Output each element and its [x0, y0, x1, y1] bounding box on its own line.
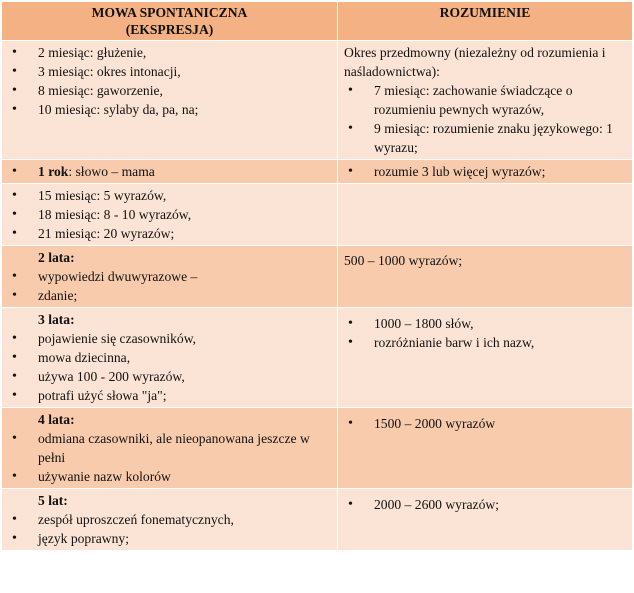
list-item: • zdanie;: [8, 286, 331, 305]
header-row: [2, 2, 633, 41]
expression-cell: [2, 308, 338, 408]
comprehension-cell: [338, 160, 633, 184]
list-item: • język poprawny;: [8, 529, 331, 548]
table-row: [2, 160, 633, 184]
age-heading: 5 lat:: [38, 493, 68, 508]
age-description: : słowo – mama: [68, 164, 155, 179]
list-item: • używa 100 - 200 wyrazów,: [8, 367, 331, 386]
list-item: • 8 miesiąc: gaworzenie,: [8, 81, 331, 100]
comprehension-cell: [338, 408, 633, 489]
list-item: • 10 miesiąc: sylaby da, pa, na;: [8, 100, 331, 119]
expression-cell: [2, 489, 338, 551]
age-label: 1 rok: [38, 164, 69, 179]
age-heading: 3 lata:: [38, 312, 75, 327]
list-item: • 1500 – 2000 wyrazów: [344, 414, 626, 433]
expression-cell: [2, 246, 338, 308]
development-table: [1, 1, 633, 551]
list-item: • używanie nazw kolorów: [8, 467, 331, 486]
list-item: • 18 miesiąc: 8 - 10 wyrazów,: [8, 205, 331, 224]
list-item: • 2 miesiąc: głużenie,: [8, 43, 331, 62]
expression-cell: [2, 41, 338, 160]
header-comprehension: ROZUMIENIE: [338, 2, 633, 41]
age-heading: 4 lata:: [38, 412, 75, 427]
list-item: • 1000 – 1800 słów,: [344, 314, 626, 333]
age-heading: 2 lata:: [38, 250, 75, 265]
list-item: • 7 miesiąc: zachowanie świadczące o rozumieniu pewnych wyrazów,: [344, 81, 626, 119]
list-item: • potrafi użyć słowa "ja";: [8, 386, 331, 405]
list-item: • rozumie 3 lub więcej wyrazów;: [344, 162, 626, 181]
comprehension-cell: [338, 41, 633, 160]
list-item: • rozróżnianie barw i ich nazw,: [344, 333, 626, 352]
list-item: • mowa dziecinna,: [8, 348, 331, 367]
table-row: [2, 41, 633, 160]
comprehension-cell: [338, 246, 633, 308]
list-item: • odmiana czasowniki, ale nieopanowana jeszcze w pełni: [8, 429, 331, 467]
table-row: [2, 408, 633, 489]
list-item: • 2000 – 2600 wyrazów;: [344, 495, 626, 514]
list-item: • 9 miesiąc: rozumienie znaku językowego: 1 wyrazu;: [344, 119, 626, 157]
expression-cell: [2, 160, 338, 184]
comprehension-cell: [338, 184, 633, 246]
list-item: • 3 miesiąc: okres intonacji,: [8, 62, 331, 81]
comprehension-cell: [338, 308, 633, 408]
expression-cell: [2, 408, 338, 489]
list-item: • 15 miesiąc: 5 wyrazów,: [8, 186, 331, 205]
table-row: [2, 184, 633, 246]
header-expression: [2, 2, 338, 41]
list-item: • 21 miesiąc: 20 wyrazów;: [8, 224, 331, 243]
comprehension-cell: [338, 489, 633, 551]
header-expression-line2: (EKSPRESJA): [125, 22, 214, 37]
cell-text: 500 – 1000 wyrazów;: [344, 253, 463, 268]
header-expression-line1: MOWA SPONTANICZNA: [91, 5, 248, 20]
list-item: • wypowiedzi dwuwyrazowe –: [8, 267, 331, 286]
cell-intro: Okres przedmowny (niezależny od rozumienia i naśladownictwa):: [344, 45, 606, 79]
table-row: [2, 246, 633, 308]
list-item: [8, 162, 331, 181]
list-item: • zespół uproszczeń fonematycznych,: [8, 510, 331, 529]
expression-cell: [2, 184, 338, 246]
table-row: [2, 489, 633, 551]
list-item: • pojawienie się czasowników,: [8, 329, 331, 348]
table-row: [2, 308, 633, 408]
